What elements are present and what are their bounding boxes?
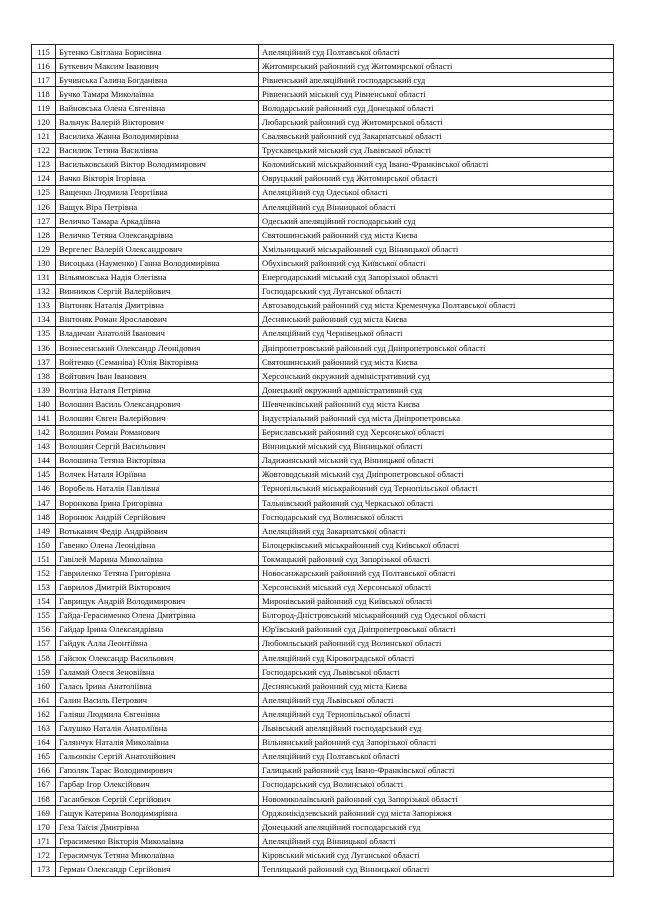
row-number: 150	[32, 538, 56, 552]
court-name: Дніпропетровський районний суд Дніпропетровської області	[259, 340, 614, 354]
court-name: Львівський апеляційний господарський суд	[259, 721, 614, 735]
judge-name: Войтенко (Семаніва) Юлія Вікторівна	[56, 355, 259, 369]
table-row	[32, 355, 614, 369]
row-number: 120	[32, 115, 56, 129]
table-row	[32, 185, 614, 199]
judge-name: Герман Олександр Сергійович	[56, 862, 259, 876]
table-row	[32, 214, 614, 228]
court-name: Донецький окружний адміністративний суд	[259, 383, 614, 397]
court-name: Апеляційний суд Полтавської області	[259, 749, 614, 763]
judge-name: Геза Таїсія Дмитрівна	[56, 820, 259, 834]
row-number: 138	[32, 369, 56, 383]
row-number: 169	[32, 806, 56, 820]
court-name: Білгород-Дністровський міськрайонний суд Одеської області	[259, 608, 614, 622]
court-name: Апеляційний суд Вінницької області	[259, 200, 614, 214]
court-name: Кіровський міський суд Луганської області	[259, 848, 614, 862]
table-row	[32, 834, 614, 848]
judge-name: Галин Василь Петрович	[56, 693, 259, 707]
judge-name: Волгіна Наталя Петрівна	[56, 383, 259, 397]
table-row	[32, 481, 614, 495]
court-name: Бериславський районний суд Херсонської області	[259, 425, 614, 439]
judge-name: Величко Тамара Аркадіївна	[56, 214, 259, 228]
row-number: 153	[32, 580, 56, 594]
court-name: Святошинський районний суд міста Києва	[259, 355, 614, 369]
court-name: Тальнівський районний суд Черкаської області	[259, 496, 614, 510]
court-name: Володарський районний суд Донецької області	[259, 101, 614, 115]
row-number: 137	[32, 355, 56, 369]
court-name: Хмільницький міськрайонний суд Вінницької області	[259, 242, 614, 256]
row-number: 134	[32, 312, 56, 326]
judge-name: Гальонкін Сергій Анатолійович	[56, 749, 259, 763]
row-number: 154	[32, 594, 56, 608]
judge-name: Гайдук Алла Леонтіївна	[56, 636, 259, 650]
court-name: Господарський суд Луганської області	[259, 284, 614, 298]
judge-name: Бучко Тамара Миколаївна	[56, 87, 259, 101]
table-row	[32, 862, 614, 876]
judge-name: Галянчук Наталія Миколаївна	[56, 735, 259, 749]
judge-name: Вінтоняк Наталія Дмитрівна	[56, 298, 259, 312]
row-number: 146	[32, 481, 56, 495]
judge-name: Вінтоняк Роман Ярославович	[56, 312, 259, 326]
judge-name: Волошин Євген Валерійович	[56, 411, 259, 425]
judge-name: Гайсюк Олександр Васильович	[56, 651, 259, 665]
court-name: Галицький районний суд Івано-Франківської області	[259, 763, 614, 777]
table-row	[32, 87, 614, 101]
row-number: 123	[32, 157, 56, 171]
row-number: 164	[32, 735, 56, 749]
row-number: 115	[32, 45, 56, 59]
table-row	[32, 369, 614, 383]
table-row	[32, 735, 614, 749]
judge-name: Гащук Катерина Володимирівна	[56, 806, 259, 820]
table-row	[32, 171, 614, 185]
row-number: 148	[32, 510, 56, 524]
judge-name: Буткевич Максим Іванович	[56, 59, 259, 73]
table-row	[32, 312, 614, 326]
row-number: 136	[32, 340, 56, 354]
court-name: Одеський апеляційний господарський суд	[259, 214, 614, 228]
judge-name: Винников Сергій Валерійович	[56, 284, 259, 298]
judge-name: Галушко Наталія Анатоліївна	[56, 721, 259, 735]
judge-name: Вознесенський Олександр Леонідович	[56, 340, 259, 354]
court-name: Рівненський апеляційний господарський суд	[259, 73, 614, 87]
court-name: Апеляційний суд Вінницької області	[259, 834, 614, 848]
judge-name: Величко Тетяна Олександрівна	[56, 228, 259, 242]
row-number: 142	[32, 425, 56, 439]
court-name: Житомирський районний суд Житомирської області	[259, 59, 614, 73]
court-name: Апеляційний суд Одеської області	[259, 185, 614, 199]
court-name: Овруцький районний суд Житомирської області	[259, 171, 614, 185]
judge-name: Гаврилов Дмитрій Вікторович	[56, 580, 259, 594]
table-row	[32, 608, 614, 622]
judge-name: Гавенко Олена Леонідівна	[56, 538, 259, 552]
judge-name: Бучинська Галина Богданівна	[56, 73, 259, 87]
table-row	[32, 143, 614, 157]
judge-name: Вільямовська Надія Олегівна	[56, 270, 259, 284]
court-name: Апеляційний суд Чернівецької області	[259, 326, 614, 340]
court-name: Шевченківський районний суд міста Києва	[259, 397, 614, 411]
table-row	[32, 594, 614, 608]
row-number: 158	[32, 651, 56, 665]
table-row	[32, 651, 614, 665]
judge-name: Гасанбеков Сергій Сергійович	[56, 791, 259, 805]
table-row	[32, 524, 614, 538]
court-name: Апеляційний суд Полтавської області	[259, 45, 614, 59]
row-number: 159	[32, 665, 56, 679]
row-number: 117	[32, 73, 56, 87]
table-row	[32, 298, 614, 312]
court-name: Ладижинський міський суд Вінницької області	[259, 453, 614, 467]
judge-name: Ващук Віра Петрівна	[56, 200, 259, 214]
table-row	[32, 270, 614, 284]
judge-name: Владичан Анатолій Іванович	[56, 326, 259, 340]
table-row	[32, 848, 614, 862]
judge-name: Гаполяк Тарас Володимирович	[56, 763, 259, 777]
court-name: Апеляційний суд Львівської області	[259, 693, 614, 707]
court-name: Донецький апеляційний господарський суд	[259, 820, 614, 834]
row-number: 124	[32, 171, 56, 185]
row-number: 139	[32, 383, 56, 397]
row-number: 133	[32, 298, 56, 312]
judge-name: Гайда-Герасименко Олена Дмитрівна	[56, 608, 259, 622]
judge-name: Вотьканич Федір Андрійович	[56, 524, 259, 538]
court-name: Обухівський районний суд Київської області	[259, 256, 614, 270]
row-number: 162	[32, 707, 56, 721]
judge-name: Герасименко Вікторія Миколаївна	[56, 834, 259, 848]
judge-name: Войтович Іван Іванович	[56, 369, 259, 383]
court-name: Апеляційний суд Тернопільської області	[259, 707, 614, 721]
court-name: Юр'ївський районний суд Дніпропетровської області	[259, 622, 614, 636]
row-number: 129	[32, 242, 56, 256]
row-number: 172	[32, 848, 56, 862]
court-name: Орджонікідзевський районний суд міста Запоріжжя	[259, 806, 614, 820]
judge-name: Волошин Роман Романович	[56, 425, 259, 439]
table-row	[32, 820, 614, 834]
row-number: 122	[32, 143, 56, 157]
judge-name: Волошин Сергій Васильович	[56, 439, 259, 453]
judge-name: Гаврищук Андрій Володимирович	[56, 594, 259, 608]
court-name: Апеляційний суд Закарпатської області	[259, 524, 614, 538]
table-row	[32, 45, 614, 59]
court-name: Тернопільський міськрайонний суд Тернопільської області	[259, 481, 614, 495]
row-number: 152	[32, 566, 56, 580]
table-row	[32, 284, 614, 298]
table-row	[32, 806, 614, 820]
court-name: Деснянський районний суд міста Києва	[259, 312, 614, 326]
court-name: Святошинський районний суд міста Києва	[259, 228, 614, 242]
row-number: 151	[32, 552, 56, 566]
row-number: 145	[32, 467, 56, 481]
row-number: 121	[32, 129, 56, 143]
row-number: 144	[32, 453, 56, 467]
judge-name: Волчек Наталя Юріївна	[56, 467, 259, 481]
court-name: Рівненський міський суд Рівненської області	[259, 87, 614, 101]
court-name: Трускавецький міський суд Львівської області	[259, 143, 614, 157]
court-name: Любомльський районний суд Волинської області	[259, 636, 614, 650]
row-number: 166	[32, 763, 56, 777]
row-number: 141	[32, 411, 56, 425]
court-name: Херсонський окружний адміністративний суд	[259, 369, 614, 383]
table-row	[32, 566, 614, 580]
judge-name: Василиха Жанна Володимирівна	[56, 129, 259, 143]
judge-name: Воробель Наталія Павлівна	[56, 481, 259, 495]
court-name: Деснянський районний суд міста Києва	[259, 679, 614, 693]
judge-name: Герасимчук Тетяна Миколаївна	[56, 848, 259, 862]
table-row	[32, 467, 614, 481]
court-name: Свалявський районний суд Закарпатської області	[259, 129, 614, 143]
row-number: 126	[32, 200, 56, 214]
table-row	[32, 115, 614, 129]
court-name: Новомиколаївський районний суд Запорізької області	[259, 791, 614, 805]
row-number: 168	[32, 791, 56, 805]
court-name: Новосанжарський районний суд Полтавської області	[259, 566, 614, 580]
court-name: Автозаводський районний суд міста Кременчука Полтавської області	[259, 298, 614, 312]
table-row	[32, 636, 614, 650]
row-number: 135	[32, 326, 56, 340]
table-row	[32, 622, 614, 636]
row-number: 171	[32, 834, 56, 848]
judge-name: Вергелес Валерій Олександрович	[56, 242, 259, 256]
row-number: 130	[32, 256, 56, 270]
table-row	[32, 200, 614, 214]
judge-name: Гавілей Марина Миколаївна	[56, 552, 259, 566]
row-number: 149	[32, 524, 56, 538]
court-name: Херсонський міський суд Херсонської області	[259, 580, 614, 594]
table-row	[32, 73, 614, 87]
row-number: 140	[32, 397, 56, 411]
row-number: 163	[32, 721, 56, 735]
table-row	[32, 707, 614, 721]
judge-name: Вайновська Олена Євгенівна	[56, 101, 259, 115]
table-row	[32, 538, 614, 552]
table-row	[32, 749, 614, 763]
court-name: Індустріальний районний суд міста Дніпропетровська	[259, 411, 614, 425]
table-row	[32, 510, 614, 524]
row-number: 128	[32, 228, 56, 242]
table-row	[32, 411, 614, 425]
row-number: 170	[32, 820, 56, 834]
court-name: Жовтоводський міський суд Дніпропетровської області	[259, 467, 614, 481]
court-name: Енергодарський міський суд Запорізької області	[259, 270, 614, 284]
row-number: 167	[32, 777, 56, 791]
row-number: 127	[32, 214, 56, 228]
table-row	[32, 157, 614, 171]
row-number: 119	[32, 101, 56, 115]
judge-name: Галамай Олеся Зеновіївна	[56, 665, 259, 679]
judge-name: Бутенко Світлана Борисівна	[56, 45, 259, 59]
court-name: Господарський суд Львівської області	[259, 665, 614, 679]
table-row	[32, 453, 614, 467]
table-row	[32, 679, 614, 693]
row-number: 156	[32, 622, 56, 636]
judge-name: Галіяш Людмила Євгенівна	[56, 707, 259, 721]
court-name: Теплицький районний суд Вінницької області	[259, 862, 614, 876]
table-row	[32, 763, 614, 777]
row-number: 131	[32, 270, 56, 284]
judge-name: Гарбар Ігор Олексійович	[56, 777, 259, 791]
table-row	[32, 791, 614, 805]
judge-name: Гавриленко Тетяна Григорівна	[56, 566, 259, 580]
row-number: 143	[32, 439, 56, 453]
table-row	[32, 242, 614, 256]
table-row	[32, 552, 614, 566]
judge-name: Гайдар Ірина Олександрівна	[56, 622, 259, 636]
table-row	[32, 340, 614, 354]
table-row	[32, 580, 614, 594]
table-row	[32, 397, 614, 411]
judge-name: Василюк Тетяна Василівна	[56, 143, 259, 157]
row-number: 160	[32, 679, 56, 693]
table-row	[32, 665, 614, 679]
table-row	[32, 59, 614, 73]
table-row	[32, 693, 614, 707]
judge-name: Волошина Тетяна Вікторівна	[56, 453, 259, 467]
table-row	[32, 439, 614, 453]
judge-name: Воронюк Андрій Сергійович	[56, 510, 259, 524]
row-number: 125	[32, 185, 56, 199]
table-row	[32, 228, 614, 242]
judges-table-body	[32, 45, 614, 877]
row-number: 132	[32, 284, 56, 298]
table-row	[32, 721, 614, 735]
row-number: 155	[32, 608, 56, 622]
judge-name: Ващенко Людмила Георгіївна	[56, 185, 259, 199]
court-name: Апеляційний суд Кіровоградської області	[259, 651, 614, 665]
judge-name: Галась Ірина Анатоліївна	[56, 679, 259, 693]
table-row	[32, 129, 614, 143]
court-name: Білоцерківський міськрайонний суд Київської області	[259, 538, 614, 552]
row-number: 173	[32, 862, 56, 876]
table-row	[32, 425, 614, 439]
judge-name: Васильковський Віктор Володимирович	[56, 157, 259, 171]
row-number: 147	[32, 496, 56, 510]
table-row	[32, 496, 614, 510]
court-name: Господарський суд Волинської області	[259, 510, 614, 524]
judge-name: Воронкова Ірина Григорівна	[56, 496, 259, 510]
judges-table	[31, 44, 614, 877]
table-row	[32, 383, 614, 397]
table-row	[32, 777, 614, 791]
court-name: Господарський суд Волинської області	[259, 777, 614, 791]
court-name: Любарський районний суд Житомирської області	[259, 115, 614, 129]
row-number: 116	[32, 59, 56, 73]
court-name: Токмацький районний суд Запорізької області	[259, 552, 614, 566]
judge-name: Вачко Вікторія Ігорівна	[56, 171, 259, 185]
row-number: 161	[32, 693, 56, 707]
judge-name: Висоцька (Науменко) Ганна Володимирівна	[56, 256, 259, 270]
table-row	[32, 326, 614, 340]
court-name: Коломийський міськрайонний суд Івано-Франківської області	[259, 157, 614, 171]
row-number: 118	[32, 87, 56, 101]
table-row	[32, 101, 614, 115]
row-number: 157	[32, 636, 56, 650]
court-name: Вільнянський районний суд Запорізької області	[259, 735, 614, 749]
row-number: 165	[32, 749, 56, 763]
judge-name: Волошин Василь Олександрович	[56, 397, 259, 411]
judge-name: Вальчук Валерій Вікторович	[56, 115, 259, 129]
table-row	[32, 256, 614, 270]
court-name: Вінницький міський суд Вінницької області	[259, 439, 614, 453]
court-name: Миронівський районний суд Київської області	[259, 594, 614, 608]
